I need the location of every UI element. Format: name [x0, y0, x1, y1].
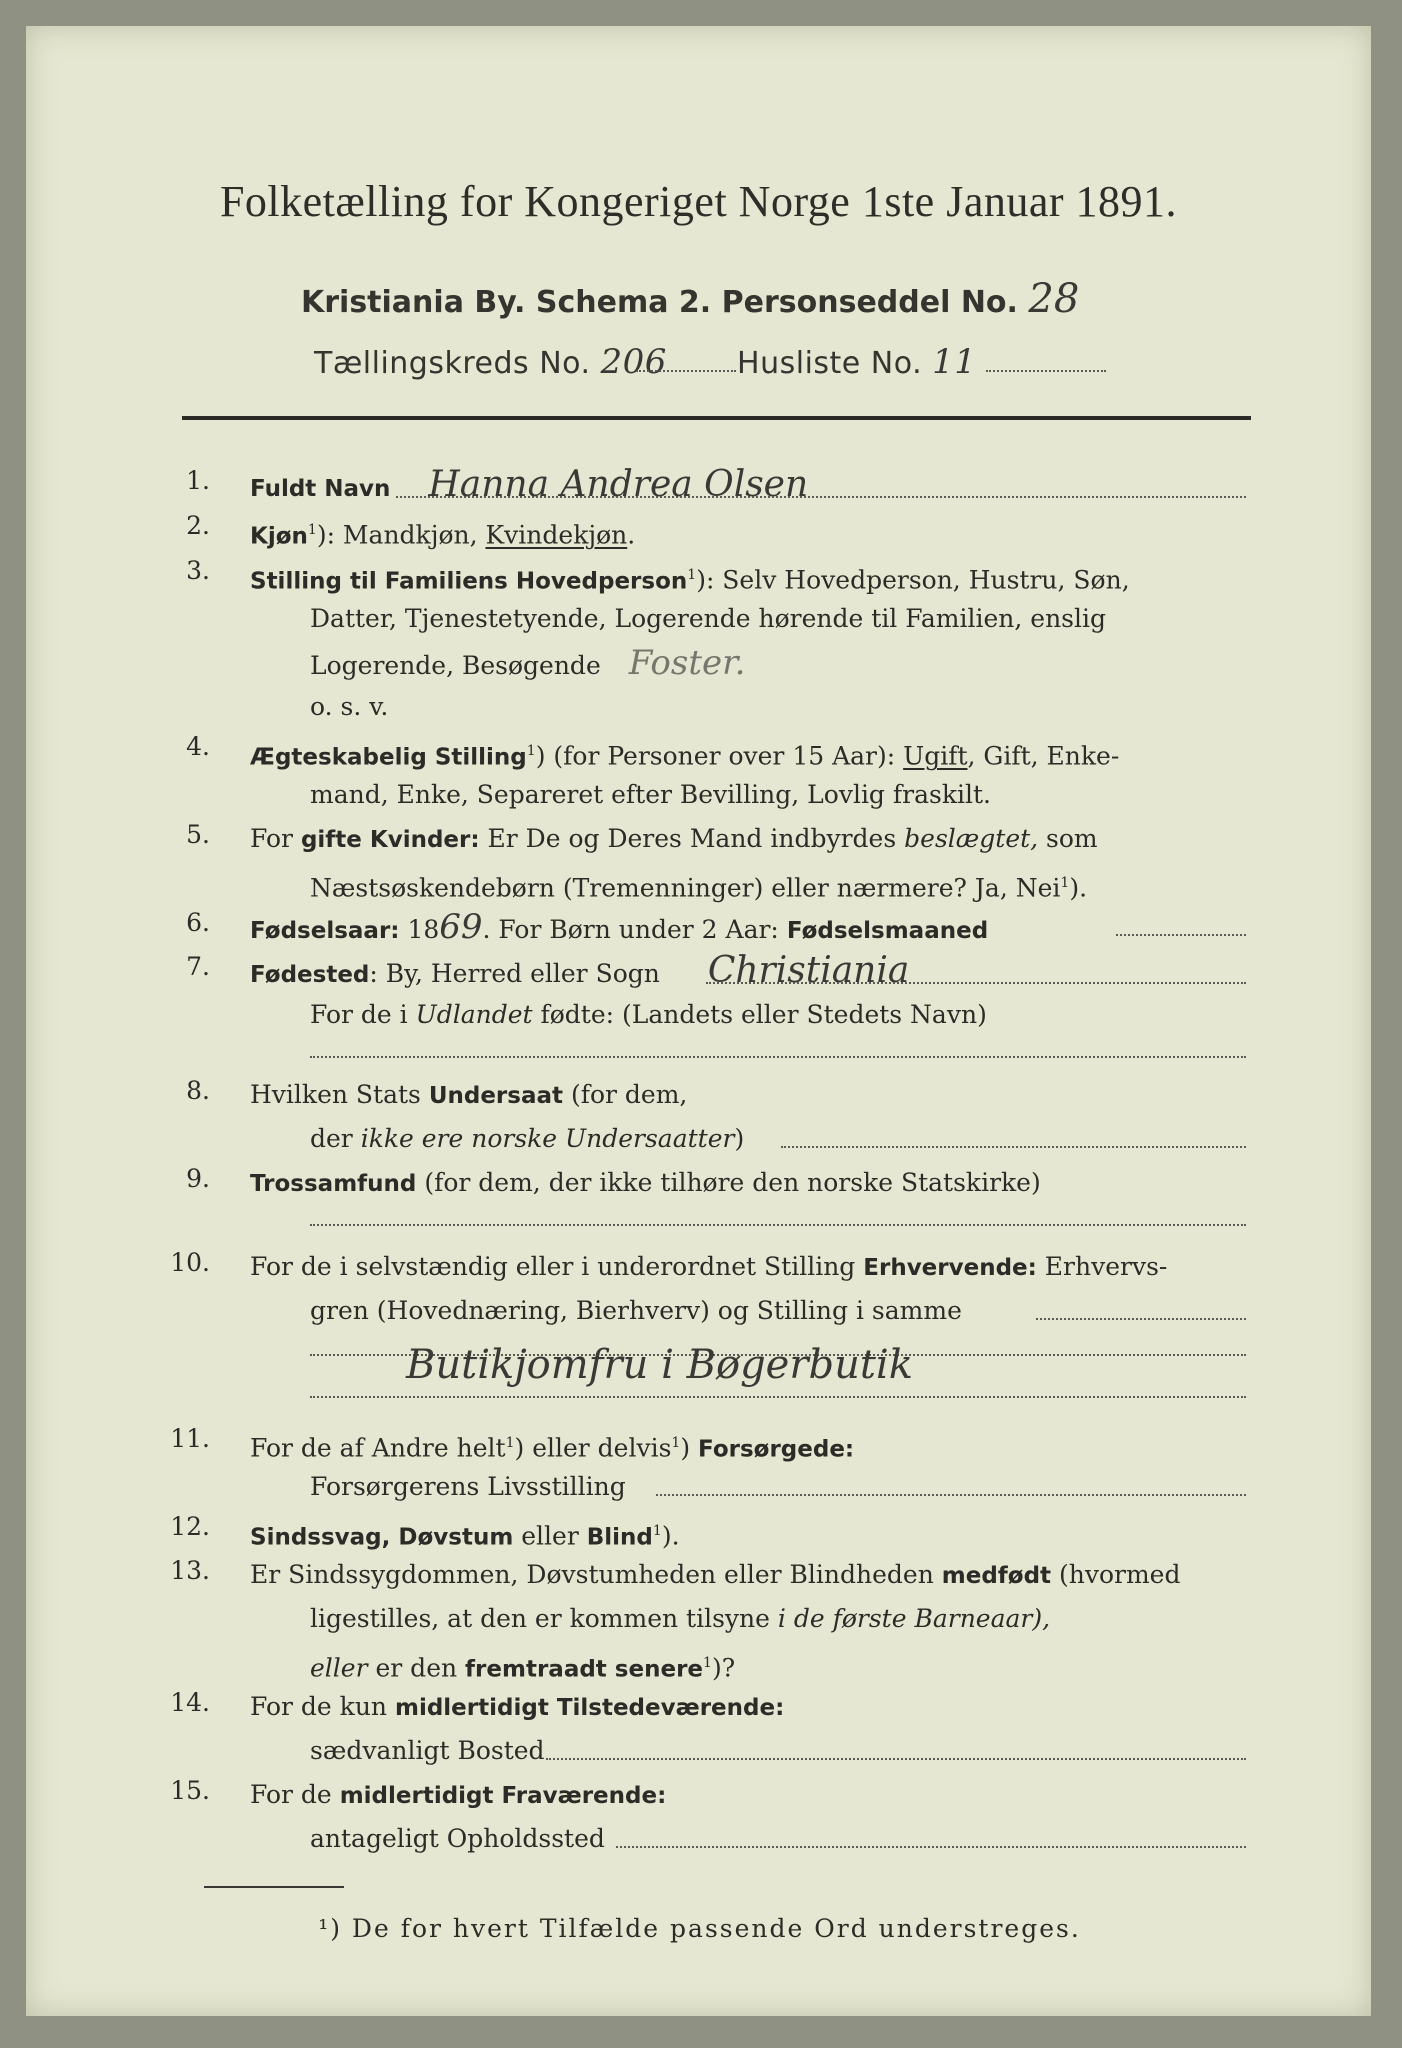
- item-7-line1: [250, 952, 909, 994]
- item-9-b: (for dem, der ikke tilhøre den norske Statskirke): [416, 1168, 1041, 1197]
- erhverv-dotline-3: [310, 1396, 1246, 1398]
- item-8-d: der: [310, 1124, 361, 1153]
- item-number-5: 5.: [186, 820, 210, 849]
- item-12: Sindssvag, Døvstum eller Blind$^1$).: [250, 1521, 680, 1551]
- husliste-dotline: [986, 370, 1106, 372]
- item-13-line1: [250, 1556, 1180, 1595]
- item-13-f: eller: [310, 1653, 368, 1683]
- item-7-line2: [310, 996, 987, 1034]
- item-6: [250, 908, 988, 950]
- item-13-g: er den: [367, 1653, 466, 1683]
- erhverv-value: Butikjomfru i Bøgerbutik: [406, 1342, 913, 1388]
- name-dotline: [396, 496, 1246, 498]
- stilling-options-1: ): Selv Hovedperson, Hustru, Søn,: [696, 565, 1130, 595]
- item-14-a: For de kun: [250, 1692, 395, 1721]
- item-number-10: 10.: [170, 1248, 210, 1277]
- erhverv-dotline-1: [1036, 1318, 1246, 1320]
- item-5-g: ).: [1069, 873, 1088, 903]
- item-3-line4: o. s. v.: [310, 692, 389, 721]
- item-number-15: 15.: [170, 1776, 210, 1805]
- personseddel-number: 28: [1028, 276, 1080, 322]
- item-12-d: ).: [661, 1521, 680, 1551]
- item-5-d: beslægtet,: [904, 824, 1039, 853]
- udland-dotline: [310, 1056, 1246, 1058]
- kjon-selected: Kvindekjøn: [485, 520, 628, 550]
- item-1: [250, 466, 808, 508]
- fodselsaar-value: 69: [439, 907, 483, 947]
- item-3-line1: Stilling til Familiens Hovedperson$^1$): Selv Hovedperson, Hustru, Søn,: [250, 565, 1130, 595]
- header-rule: [182, 416, 1251, 420]
- kreds-label: Tællingskreds No.: [314, 346, 591, 381]
- item-number-1: 1.: [186, 466, 210, 495]
- item-14-line1: [250, 1688, 784, 1727]
- kjon-options: ): Mandkjøn,: [316, 520, 486, 550]
- form-subheader: [301, 276, 1079, 322]
- item-3-line2: Datter, Tjenestetyende, Logerende hørende til Familien, enslig: [310, 604, 1107, 633]
- item-15-line2: antageligt Opholdssted: [310, 1824, 605, 1853]
- schema-label: Kristiania By. Schema 2. Personseddel No.: [301, 285, 1018, 320]
- undersaat-dotline: [781, 1146, 1246, 1148]
- fuldt-navn-label: Fuldt Navn: [250, 476, 391, 502]
- item-number-2: 2.: [186, 511, 210, 540]
- item-6-c: . For Børn under 2 Aar:: [482, 915, 787, 944]
- year-prefix: 18: [399, 915, 440, 944]
- item-9: [250, 1164, 1041, 1203]
- item-number-12: 12.: [170, 1512, 210, 1541]
- item-11-c: ): [680, 1433, 699, 1463]
- census-form-sheet: [26, 26, 1371, 2016]
- kreds-number: 206: [600, 342, 667, 382]
- opholdssted-dotline: [616, 1846, 1246, 1848]
- item-7-b: : By, Herred eller Sogn: [369, 959, 660, 988]
- fodselsmaaned-label: Fødselsmaaned: [786, 918, 989, 944]
- item-13-c: (hvormed: [1051, 1560, 1181, 1589]
- gifte-kvinder-label: gifte Kvinder:: [300, 827, 480, 853]
- item-11-a: For de af Andre helt: [250, 1433, 506, 1463]
- fodested-value: Christiania: [707, 950, 910, 991]
- item-11-line1: For de af Andre helt$^1$) eller delvis$^1$) Forsørgede:: [250, 1433, 855, 1463]
- item-10-line1: [250, 1248, 1167, 1287]
- undersaat-label: Undersaat: [428, 1083, 563, 1109]
- item-number-14: 14.: [170, 1688, 210, 1717]
- item-10-a: For de i selvstændig eller i underordnet Stilling: [250, 1252, 864, 1281]
- stilling-label: Stilling til Familiens Hovedperson: [250, 568, 688, 595]
- item-5-e: som: [1038, 824, 1098, 853]
- bosted-dotline: [546, 1758, 1246, 1760]
- item-13-d: ligestilles, at den er kommen tilsyne: [310, 1604, 778, 1633]
- item-5-line1: [250, 820, 1098, 859]
- item-7-d: Udlandet: [415, 1000, 533, 1029]
- item-8-c: (for dem,: [563, 1080, 688, 1109]
- stilling-value: Foster.: [628, 643, 746, 683]
- item-5-c: Er De og Deres Mand indbyrdes: [479, 824, 905, 853]
- aegteskab-label: Ægteskabelig Stilling: [250, 744, 527, 771]
- fodselsaar-label: Fødselsaar:: [250, 918, 400, 944]
- aegteskab-text: ) (for Personer over 15 Aar):: [535, 741, 904, 771]
- aegteskab-selected: Ugift: [903, 741, 968, 771]
- fravaerende-label: midlertidigt Fraværende:: [339, 1783, 667, 1809]
- form-title: Folketælling for Kongeriget Norge 1ste Januar 1891.: [219, 177, 1178, 226]
- fremtraadt-label: fremtraadt senere: [465, 1656, 704, 1683]
- item-3-line3: [310, 644, 745, 685]
- item-number-8: 8.: [186, 1076, 210, 1105]
- maaned-dotline: [1116, 934, 1246, 936]
- item-8-e: ikke ere norske Undersaatter: [360, 1124, 735, 1153]
- kjon-end: .: [627, 520, 636, 550]
- item-13-e: i de første Barneaar),: [777, 1604, 1051, 1633]
- item-4-line2: mand, Enke, Separeret efter Bevilling, Lovlig fraskilt.: [310, 780, 991, 809]
- trossamfund-label: Trossamfund: [250, 1171, 417, 1197]
- item-5-f: Næstsøskendebørn (Tremenninger) eller nærmere? Ja, Nei: [310, 873, 1061, 903]
- stilling-options-3: Logerende, Besøgende: [310, 651, 601, 680]
- kjon-label: Kjøn: [250, 523, 308, 550]
- item-13-i: )?: [711, 1653, 736, 1683]
- item-13-a: Er Sindssygdommen, Døvstumheden eller Blindheden: [250, 1560, 942, 1589]
- item-11-line2: Forsørgerens Livsstilling: [310, 1472, 626, 1501]
- item-15-a: For de: [250, 1780, 340, 1809]
- item-number-13: 13.: [170, 1556, 210, 1585]
- item-8-a: Hvilken Stats: [250, 1080, 429, 1109]
- footnote: ¹) De for hvert Tilfælde passende Ord understreges.: [318, 1914, 1081, 1943]
- tellingskreds-line: [314, 342, 976, 382]
- item-number-4: 4.: [186, 732, 210, 761]
- item-8-line2: [310, 1120, 744, 1158]
- husliste-number: 11: [932, 342, 977, 382]
- item-13-line2: [310, 1600, 1050, 1638]
- forsorgede-label: Forsørgede:: [698, 1436, 855, 1463]
- aegteskab-options: , Gift, Enke-: [967, 741, 1120, 771]
- footnote-rule: [204, 1886, 344, 1888]
- item-12-b: eller: [513, 1521, 587, 1551]
- medfodt-label: medfødt: [941, 1563, 1052, 1589]
- item-8-f: ): [734, 1124, 745, 1153]
- item-number-9: 9.: [186, 1164, 210, 1193]
- item-7-e: fødte: (Landets eller Stedets Navn): [532, 1000, 987, 1029]
- item-number-3: 3.: [186, 556, 210, 585]
- fodested-label: Fødested: [250, 962, 370, 988]
- item-5-line2: Næstsøskendebørn (Tremenninger) eller nærmere? Ja, Nei$^1$).: [310, 873, 1088, 903]
- kreds-dotline: [636, 370, 736, 372]
- item-5-a: For: [250, 824, 301, 853]
- item-15-line1: [250, 1776, 666, 1815]
- erhvervende-label: Erhvervende:: [863, 1255, 1037, 1281]
- item-7-c: For de i: [310, 1000, 416, 1029]
- item-4-line1: Ægteskabelig Stilling$^1$) (for Personer over 15 Aar): Ugift, Gift, Enke-: [250, 741, 1120, 771]
- item-8-line1: [250, 1076, 687, 1115]
- item-2: Kjøn$^1$): Mandkjøn, Kvindekjøn.: [250, 520, 636, 550]
- item-10-c: Erhvervs-: [1036, 1252, 1168, 1281]
- tilstedevaerende-label: midlertidigt Tilstedeværende:: [394, 1695, 785, 1721]
- fuldt-navn-value: Hanna Andrea Olsen: [428, 464, 809, 505]
- item-14-line2: sædvanligt Bosted: [310, 1736, 545, 1765]
- sindssvag-label: Sindssvag, Døvstum: [250, 1524, 514, 1551]
- item-10-line2: gren (Hovednæring, Bierhverv) og Stilling i samme: [310, 1296, 962, 1325]
- blind-label: Blind: [586, 1524, 653, 1551]
- item-13-line3: eller er den fremtraadt senere$^1$)?: [310, 1653, 736, 1683]
- item-number-6: 6.: [186, 908, 210, 937]
- item-number-7: 7.: [186, 952, 210, 981]
- trossamfund-dotline: [310, 1224, 1246, 1226]
- forsorger-dotline: [656, 1494, 1246, 1496]
- item-number-11: 11.: [170, 1424, 210, 1453]
- fodested-dotline: [706, 982, 1246, 984]
- husliste-label: Husliste No.: [737, 346, 923, 381]
- item-11-b: ) eller delvis: [514, 1433, 672, 1463]
